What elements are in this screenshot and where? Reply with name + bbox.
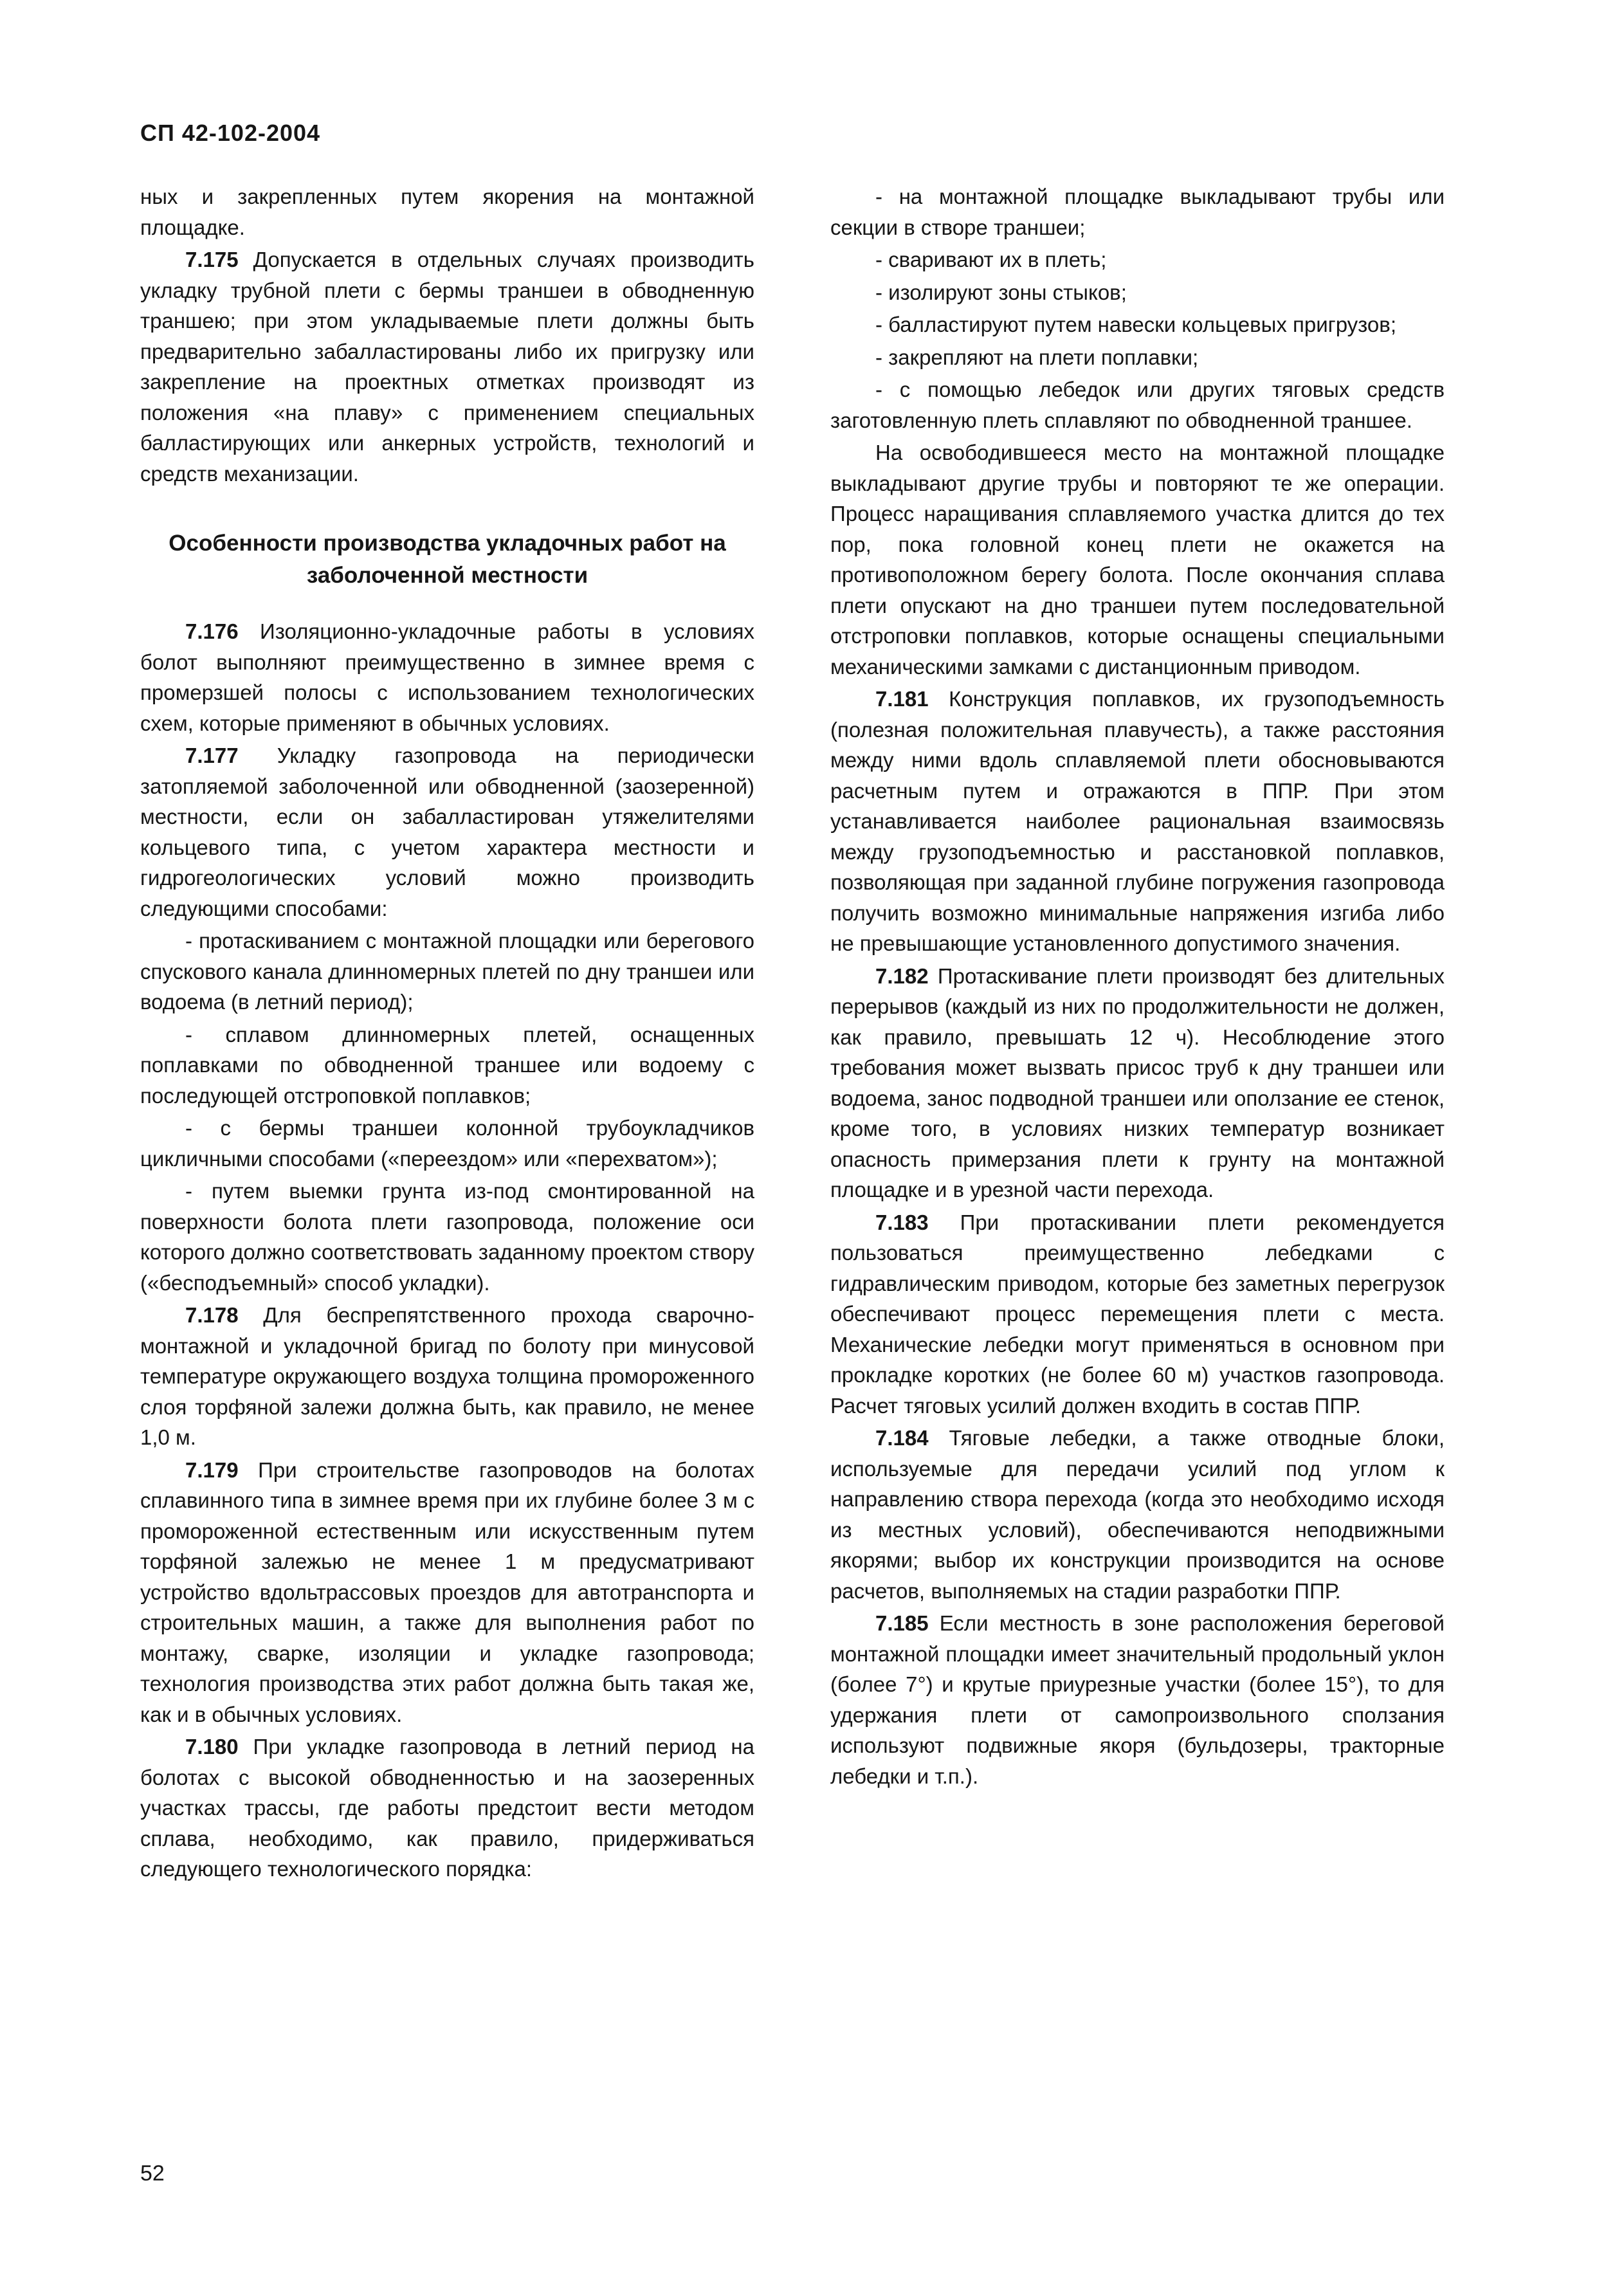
clause-text: Для беспрепятственного прохода сварочно-монтажной и укладочной бригад по болоту при минусовой температуре окружающего воздуха толщина промороженного слоя торфяной залежи должна быть, как правило, не менее 1,0 м.: [140, 1303, 754, 1449]
left-column: [140, 181, 754, 1885]
clause-text: Изоляционно-укладочные работы в условиях болот выполняют преимущественно в зимнее время с промерзшей полосы с использованием технологических схем, которые применяют в обычных условиях.: [140, 619, 754, 735]
list-item: - протаскиванием с монтажной площадки или берегового спускового канала длинномерных плетей по дну траншеи или водоема (в летний период);: [140, 929, 754, 1014]
list-item: - с бермы траншеи колонной трубоукладчиков цикличными способами («переездом» или «перехватом»);: [140, 1116, 754, 1171]
clause-7-175: [140, 244, 754, 489]
clause-7-177: [140, 740, 754, 924]
clause-text: Если местность в зоне расположения береговой монтажной площадки имеет значительный продольный уклон (более 7°) и крутые приурезные участки (более 15°), то для удержания плети от самопроизвольного сползания используют подвижные якоря (бульдозеры, тракторные лебедки и т.п.).: [830, 1611, 1445, 1788]
clause-7-185: [830, 1608, 1445, 1791]
document-code: СП 42-102-2004: [140, 120, 321, 146]
clause-7-179: [140, 1455, 754, 1730]
clause-7-184: [830, 1423, 1445, 1606]
clause-number: 7.183: [875, 1210, 929, 1234]
clause-text: Протаскивание плети производят без длительных перерывов (каждый из них по продолжительности не должен, как правило, превышать 12 ч). Несоблюдение этого требования может вызвать присос труб к дну траншеи или водоема, занос подводной траншеи или оползание ее стенок, кроме того, в условиях низких температур возникает опасность примерзания плети к грунту на монтажной площадке и в урезной части перехода.: [830, 964, 1445, 1201]
clause-text: При протаскивании плети рекомендуется пользоваться преимущественно лебедками с гидравлическим приводом, которые без заметных перегрузок обеспечивают процесс перемещения плети с места. Механические лебедки могут применяться в основном при прокладке коротких (не более 60 м) участков газопровода. Расчет тяговых усилий должен входить в состав ППР.: [830, 1210, 1445, 1418]
page-number: 52: [140, 2161, 165, 2186]
clause-number: 7.184: [875, 1426, 929, 1450]
clause-number: 7.181: [875, 687, 929, 711]
right-column: [830, 181, 1445, 1791]
list-item: - сваривают их в плеть;: [875, 248, 1107, 271]
clause-number: 7.176: [185, 619, 239, 643]
section-heading: Особенности производства укладочных работ на заболоченной местности: [169, 531, 726, 588]
clause-7-183: [830, 1207, 1445, 1421]
paragraph: На освободившееся место на монтажной площадке выкладывают другие трубы и повторяют те же операции. Процесс наращивания сплавляемого участка длится до тех пор, пока головной конец плети не окажется на противоположном берегу болота. После окончания сплава плети опускают на дно траншеи путем последовательной отстроповки поплавков, которые оснащены специальными механическими замками с дистанционным приводом.: [830, 441, 1445, 679]
clause-number: 7.179: [185, 1457, 239, 1482]
clause-text: Укладку газопровода на периодически затопляемой заболоченной или обводненной (заозеренной) местности, если он забалластирован утяжелителями кольцевого типа, с учетом характера местности и гидрогеологических условий можно производить следующими способами:: [140, 744, 754, 920]
clause-7-180: [140, 1731, 754, 1885]
clause-number: 7.175: [185, 248, 239, 271]
clause-text: Допускается в отдельных случаях производить укладку трубной плети с бермы траншеи в обводненную траншею; при этом укладываемые плети должны быть предварительно забалластированы либо их пригрузку или закрепление на проектных отметках производят из положения «на плаву» с применением специальных балластирующих или анкерных устройств, технологий и средств механизации.: [140, 248, 754, 486]
clause-number: 7.178: [185, 1303, 239, 1327]
clause-text: При укладке газопровода в летний период на болотах с высокой обводненностью и на заозеренных участках трассы, где работы предстоит вести методом сплава, необходимо, как правило, придерживаться следующего технологического порядка:: [140, 1735, 754, 1881]
clause-number: 7.180: [185, 1735, 239, 1759]
clause-7-178: [140, 1300, 754, 1453]
clause-text: Конструкция поплавков, их грузоподъемность (полезная положительная плавучесть), а также расстояния между ними вдоль сплавляемой плети обосновываются расчетным путем и отражаются в ППР. При этом устанавливается наиболее рациональная взаимосвязь между грузоподъемностью и расстановкой поплавков, позволяющая при заданной глубине погружения газопровода получить возможно минимальные напряжения изгиба либо не превышающие установленного допустимого значения.: [830, 687, 1445, 955]
list-item: - балластируют путем навески кольцевых пригрузов;: [875, 313, 1396, 336]
clause-7-182: [830, 961, 1445, 1205]
list-item: - изолируют зоны стыков;: [875, 280, 1127, 304]
list-item: - с помощью лебедок или других тяговых средств заготовленную плеть сплавляют по обводненной траншее.: [830, 378, 1445, 432]
list-item: - на монтажной площадке выкладывают трубы или секции в створе траншеи;: [830, 185, 1445, 239]
clause-number: 7.185: [875, 1611, 929, 1635]
clause-number: 7.182: [875, 964, 929, 988]
clause-7-176: [140, 616, 754, 738]
list-item: - сплавом длинномерных плетей, оснащенных поплавками по обводненной траншее или водоему с последующей отстроповкой поплавков;: [140, 1022, 754, 1108]
paragraph-continuation: ных и закрепленных путем якорения на монтажной площадке.: [140, 185, 754, 239]
clause-text: При строительстве газопроводов на болотах сплавинного типа в зимнее время при их глубине более 3 м с промороженной естественным или искусственным путем торфяной залежью не менее 1 м предусматривают устройство вдольтрассовых проездов для автотранспорта и строительных машин, а также для выполнения работ по монтажу, сварке, изоляции и укладке газопровода; технология производства этих работ должна быть такая же, как и в обычных условиях.: [140, 1457, 754, 1726]
clause-number: 7.177: [185, 744, 239, 767]
list-item: - закрепляют на плети поплавки;: [875, 345, 1199, 369]
clause-text: Тяговые лебедки, а также отводные блоки, используемые для передачи усилий под углом к направлению створа перехода (когда это необходимо исходя из местных условий), обеспечиваются неподвижными якорями; выбор их конструкции производится на основе расчетов, выполняемых на стадии разработки ППР.: [830, 1426, 1445, 1603]
list-item: - путем выемки грунта из-под смонтированной на поверхности болота плети газопровода, положение оси которого должно соответствовать заданному проектом створу («бесподъемный» способ укладки).: [140, 1179, 754, 1295]
clause-7-181: [830, 684, 1445, 959]
